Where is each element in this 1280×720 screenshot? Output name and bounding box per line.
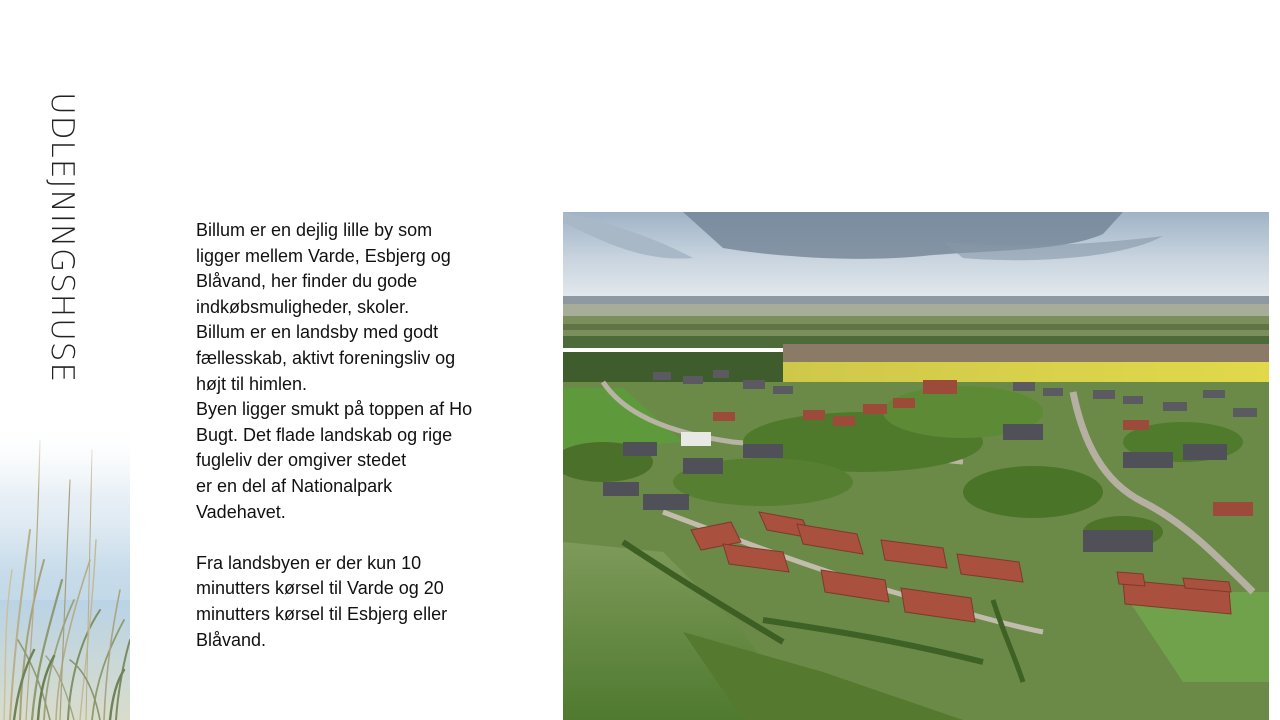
paragraph-2 xyxy=(196,551,536,653)
text-line: Bugt. Det flade landskab og rige xyxy=(196,424,453,445)
text-line: minutters kørsel til Varde og 20 xyxy=(196,578,444,599)
text-line: Byen ligger smukt på toppen af Ho xyxy=(196,399,473,420)
text-line: højt til himlen. xyxy=(196,373,308,394)
text-line: fællesskab, aktivt foreningsliv og xyxy=(196,347,456,368)
paragraph-1 xyxy=(196,218,536,525)
text-line: Fra landsbyen er der kun 10 xyxy=(196,552,422,573)
text-line: Blåvand. xyxy=(196,629,267,650)
text-line: Billum er en dejlig lille by som xyxy=(196,220,433,240)
body-text xyxy=(196,218,536,653)
aerial-village-photo xyxy=(563,212,1269,720)
text-line: ligger mellem Varde, Esbjerg og xyxy=(196,245,451,266)
paragraph-gap xyxy=(196,525,536,551)
text-line: indkøbsmuligheder, skoler. xyxy=(196,296,410,317)
text-line: fugleliv der omgiver stedet xyxy=(196,450,407,471)
text-line: Billum er en landsby med godt xyxy=(196,322,439,343)
text-line: er en del af Nationalpark xyxy=(196,475,393,496)
text-line: Blåvand, her finder du gode xyxy=(196,271,418,292)
text-line: minutters kørsel til Esbjerg eller xyxy=(196,603,448,624)
text-line: Vadehavet. xyxy=(196,501,286,522)
slide-title: UDLEJNINGSHUSE xyxy=(44,92,80,384)
beach-grass-image xyxy=(0,420,130,720)
